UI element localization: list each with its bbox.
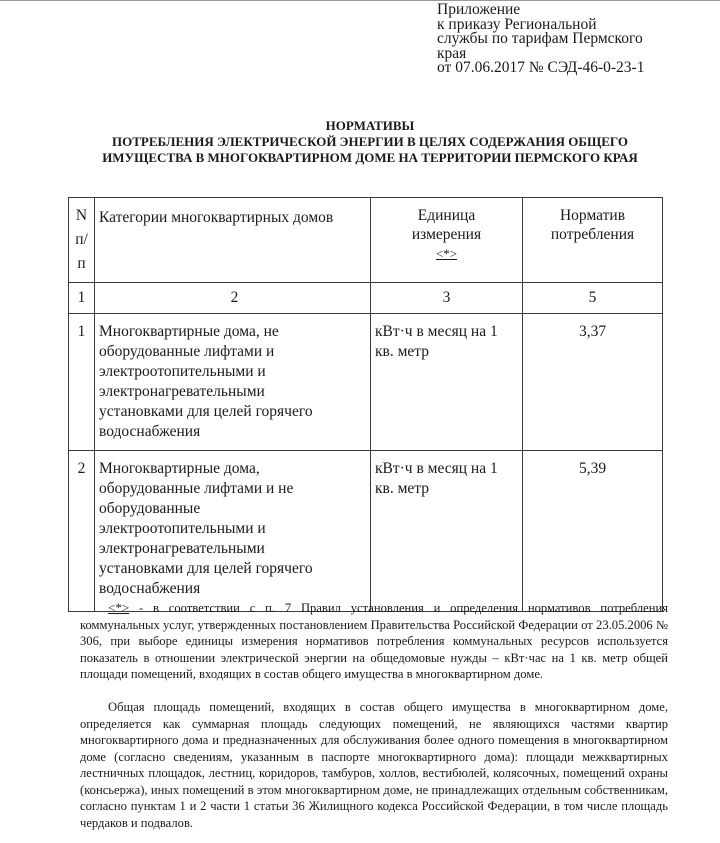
definition-text: Общая площадь помещений, входящих в состав общего имущества в многоквартирном доме, определяется как суммарная площадь следующих помещений, не являющихся частями квартир многоквартирного дома и предназначенных для обслуживания более одного помещения в многоквартирном доме (согласно сведениям, указанным в паспорте многоквартирного дома): площади межквартирных лестничных площадок, лестниц, коридоров, тамбуров, холлов, вестибюлей, колясочных, помещений охраны (консьержа), иных помещений в этом многоквартирном доме, не принадлежащих отдельным собственникам, согласно пунктам 1 и 2 части 1 статьи 36 Жилищного кодекса Российской Федерации, в том числе площадь чердаков и подвалов. — [80, 700, 668, 830]
row-category: Многоквартирные дома, оборудованные лифтами и не оборудованные электроотопительными и электронагревательными установками для целей горячего водоснабжения — [95, 451, 371, 612]
definition-paragraph — [80, 699, 668, 831]
row-number: 1 — [69, 314, 95, 451]
column-numbers-row — [69, 283, 663, 314]
footnote-paragraph — [80, 600, 668, 683]
table-row — [69, 314, 663, 451]
page-top-edge — [0, 0, 720, 1]
row-unit: кВт·ч в месяц на 1 кв. метр — [371, 314, 523, 451]
table-row — [69, 451, 663, 612]
column-number: 2 — [95, 283, 371, 314]
row-number: 2 — [69, 451, 95, 612]
row-unit: кВт·ч в месяц на 1 кв. метр — [371, 451, 523, 612]
header-norm: Норматив потребления — [523, 198, 663, 283]
appendix-line: к приказу Региональной — [437, 15, 597, 33]
header-unit: Единица измерения <*> — [371, 198, 523, 283]
norms-table — [68, 197, 663, 612]
title-line: НОРМАТИВЫ — [325, 118, 415, 133]
footnote-text: - в соответствии с п. 7 Правил установления и определения нормативов потребления коммунальных услуг, утвержденных постановлением Правительства Российской Федерации от 23.05.2006 № 306, при выборе единицы измерения нормативов потребления коммунальных ресурсов используется показатель в отношении электрической энергии на общедомовые нужды – кВт·час на 1 кв. метр общей площади помещений, входящих в состав общего имущества в многоквартирном доме. — [80, 601, 668, 681]
row-norm-value: 3,37 — [523, 314, 663, 451]
row-norm-value: 5,39 — [523, 451, 663, 612]
appendix-header — [437, 3, 720, 76]
column-number: 5 — [523, 283, 663, 314]
appendix-line: службы по тарифам Пермского — [437, 30, 643, 47]
appendix-line: от 07.06.2017 № СЭД-46-0-23-1 — [437, 59, 645, 76]
title-line: ПОТРЕБЛЕНИЯ ЭЛЕКТРИЧЕСКОЙ ЭНЕРГИИ В ЦЕЛЯХ СОДЕРЖАНИЯ ОБЩЕГО — [112, 134, 628, 149]
column-number: 1 — [69, 283, 95, 314]
header-category: Категории многоквартирных домов — [95, 198, 371, 283]
column-number: 3 — [371, 283, 523, 314]
appendix-line: Приложение — [437, 1, 521, 18]
header-number: N п/ п — [69, 198, 95, 283]
document-title — [60, 118, 680, 166]
footnote-marker: <*> — [108, 600, 130, 615]
appendix-line: края — [437, 44, 467, 62]
footnote-ref-link[interactable]: <*> — [435, 246, 458, 261]
table-header-row — [69, 198, 663, 283]
title-line: ИМУЩЕСТВА В МНОГОКВАРТИРНОМ ДОМЕ НА ТЕРРИТОРИИ ПЕРМСКОГО КРАЯ — [102, 150, 638, 165]
row-category: Многоквартирные дома, не оборудованные лифтами и электроотопительными и электронагревательными установками для целей горячего водоснабжения — [95, 314, 371, 451]
